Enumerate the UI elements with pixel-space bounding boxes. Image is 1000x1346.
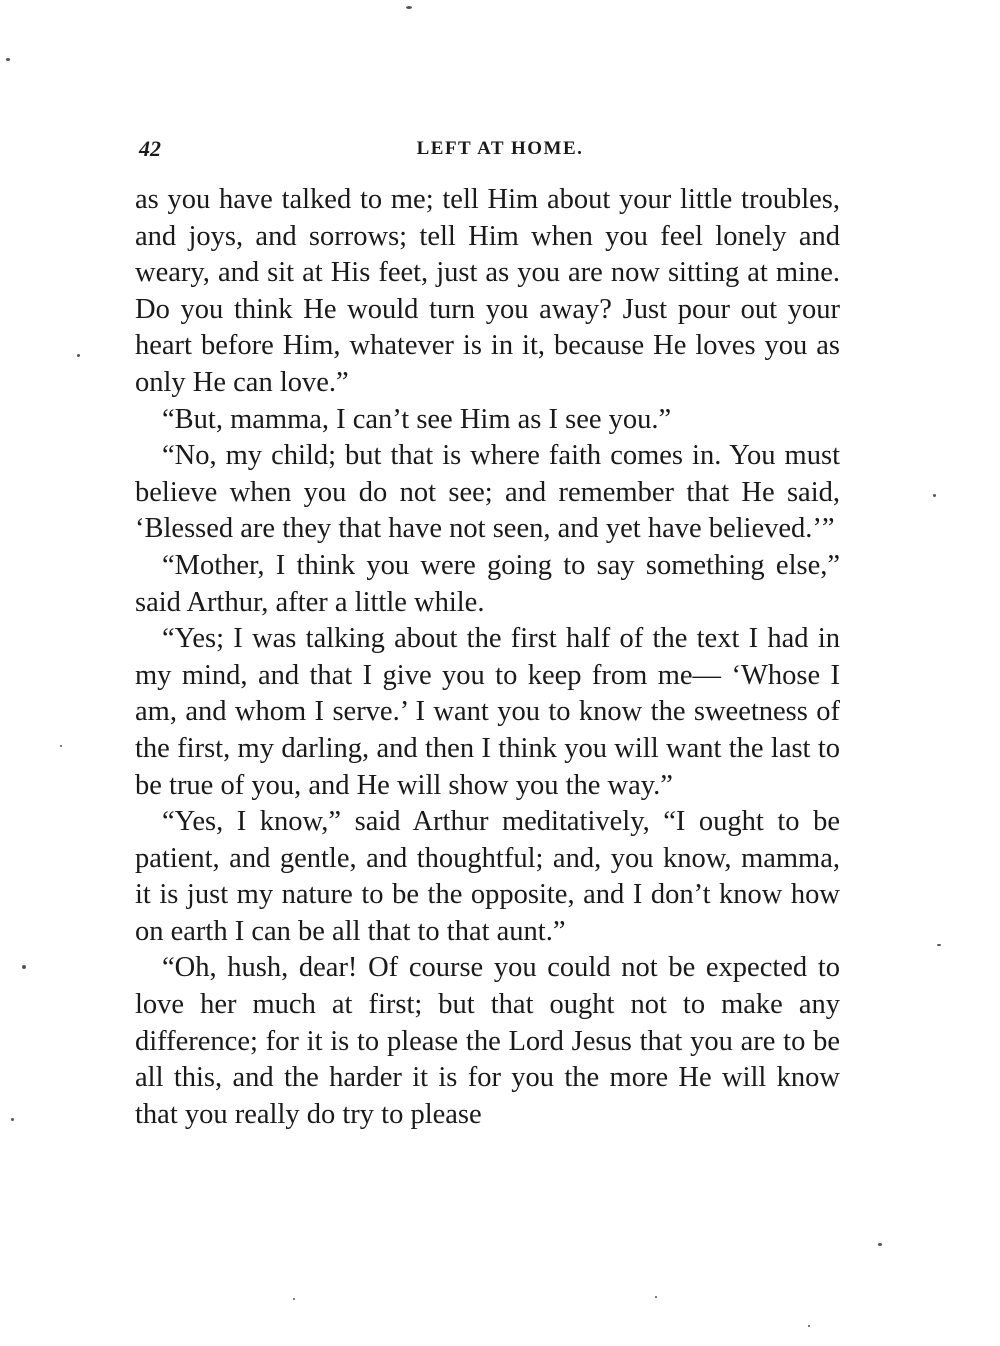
paragraph: “Yes; I was talking about the first half of the text I had in my mind, and that I give you to keep from me— ‘Whose I am, and whom I serve.’ I want you to know the sweetness of the first, my darling, and then I think you will want the last to be true of you, and He will show you the way.” [135,623,840,801]
scan-speck [77,354,80,357]
paragraph: “No, my child; but that is where faith comes in. You must believe when you do not see; and remember that He said, ‘Blessed are they that have not seen, and yet have believed.’” [135,440,840,545]
scan-speck [11,1118,14,1121]
paragraph: “Mother, I think you were going to say something else,” said Arthur, after a little while. [135,549,840,618]
scan-speck [933,494,936,497]
page-number: 42 [139,136,161,161]
paragraph: as you have talked to me; tell Him about your little troubles, and joys, and sorrows; tell Him when you feel lonely and weary, and sit at His feet, just as you are now sitting at mine. Do you think He would turn you away? Just pour out your heart before Him, whatever is in it, because He loves you as only He can love.” [135,184,840,398]
paragraph: “But, mamma, I can’t see Him as I see you.” [162,403,672,435]
paragraph: “Oh, hush, dear! Of course you could not be expected to love her much at first; but that ought not to make any difference; for it is to please the Lord Jesus that you are to be all this, and the harder it is for you the more He will know that you really do try to please [135,952,840,1130]
scan-speck [878,1243,882,1246]
scan-speck [655,1296,657,1298]
body-text [135,182,840,1133]
scan-speck [937,944,941,946]
scan-speck [60,745,62,747]
scan-speck [22,965,26,969]
scan-speck [406,6,412,9]
scan-speck [293,1298,295,1300]
scan-speck [808,1325,810,1327]
paragraph: “Yes, I know,” said Arthur meditatively, “I ought to be patient, and gentle, and thoughtful; and, you know, mamma, it is just my nature to be the opposite, and I don’t know how on earth I can be all that to that aunt.” [135,806,840,947]
scan-speck [6,58,10,61]
running-title: LEFT AT HOME. [416,138,584,159]
